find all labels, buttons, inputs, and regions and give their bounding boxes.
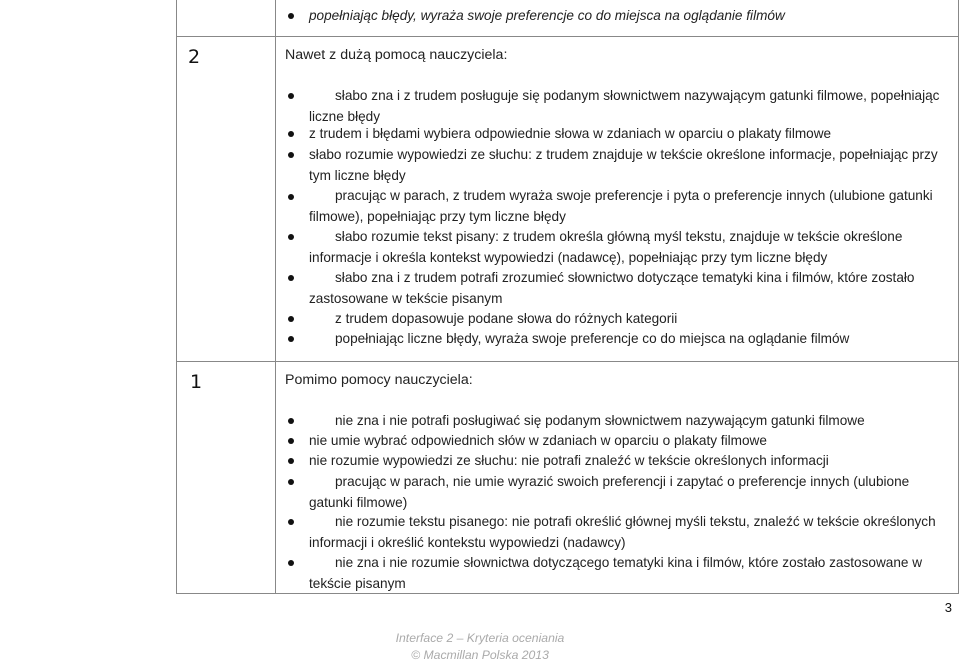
grade-1-intro: Pomimo pomocy nauczyciela: — [285, 372, 473, 388]
bullet-icon — [288, 93, 294, 99]
footer-title: Interface 2 – Kryteria oceniania — [395, 631, 565, 645]
bullet-icon — [288, 438, 294, 444]
grade-1-label: 1 — [190, 371, 203, 393]
bullet-icon — [288, 316, 294, 322]
table-border-right — [958, 0, 959, 594]
bullet-icon — [288, 152, 294, 158]
bullet-icon — [288, 131, 294, 137]
page-number: 3 — [944, 600, 952, 615]
row-separator — [176, 36, 959, 37]
criterion-text: nie zna i nie potrafi posługiwać się podanym słownictwem nazywającym gatunki filmowe — [335, 413, 865, 428]
footer-copyright: © Macmillan Polska 2013 — [411, 648, 549, 662]
criterion-text: nie zna i nie rozumie słownictwa dotyczącego tematyki kina i filmów, które zostało zastosowane w tekście pisanym — [309, 555, 923, 591]
criterion-text: z trudem dopasowuje podane słowa do różnych kategorii — [335, 311, 678, 326]
criterion-text: słabo zna i z trudem potrafi zrozumieć słownictwo dotyczące tematyki kina i filmów, które zostało zastosowane w tekście pisanym — [309, 270, 915, 306]
criterion-text: słabo rozumie wypowiedzi ze słuchu: z trudem znajduje w tekście określone informacje, popełniając przy tym liczne błędy — [309, 147, 938, 183]
criterion-text: pracując w parach, z trudem wyraża swoje preferencje i pyta o preferencje innych (ulubione gatunki filmowe), popełniając przy tym liczne błędy — [309, 188, 933, 224]
table-divider — [275, 0, 276, 594]
bullet-icon — [288, 458, 294, 464]
bullet-icon — [288, 479, 294, 485]
criterion-text: z trudem i błędami wybiera odpowiednie słowa w zdaniach w oparciu o plakaty filmowe — [309, 126, 832, 141]
table-border-left — [176, 0, 177, 594]
criterion-text: popełniając liczne błędy, wyraża swoje preferencje co do miejsca na oglądanie filmów — [335, 331, 850, 346]
row-separator — [176, 361, 959, 362]
grade-2-label: 2 — [188, 46, 201, 68]
criterion-text: słabo zna i z trudem posługuje się podanym słownictwem nazywającym gatunki filmowe, popełniając liczne błędy — [309, 88, 940, 124]
criterion-text: nie umie wybrać odpowiednich słów w zdaniach w oparciu o plakaty filmowe — [309, 433, 767, 448]
bullet-icon — [288, 418, 294, 424]
bullet-icon — [288, 560, 294, 566]
bullet-icon — [288, 275, 294, 281]
bullet-icon — [288, 194, 294, 200]
bullet-icon — [288, 519, 294, 525]
bullet-icon — [288, 336, 294, 342]
criterion-text: słabo rozumie tekst pisany: z trudem określa główną myśl tekstu, znajduje w tekście określone informacje i określa kontekst wypowiedzi (nadawcę), popełniając przy tym liczne błędy — [309, 229, 903, 265]
criterion-text: pracując w parach, nie umie wyrazić swoich preferencji i zapytać o preferencje innych (ulubione gatunki filmowe) — [309, 474, 910, 510]
grade-2-intro: Nawet z dużą pomocą nauczyciela: — [285, 47, 508, 63]
criterion-text: popełniając błędy, wyraża swoje preferencje co do miejsca na oglądanie filmów — [309, 8, 785, 23]
criterion-text: nie rozumie tekstu pisanego: nie potrafi określić głównej myśli tekstu, znaleźć w tekście określonych informacji i określić kontekstu wypowiedzi (nadawcy) — [309, 514, 936, 550]
criterion-text: nie rozumie wypowiedzi ze słuchu: nie potrafi znaleźć w tekście określonych informacji — [309, 453, 829, 468]
bullet-icon — [288, 234, 294, 240]
bullet-icon — [288, 13, 294, 19]
